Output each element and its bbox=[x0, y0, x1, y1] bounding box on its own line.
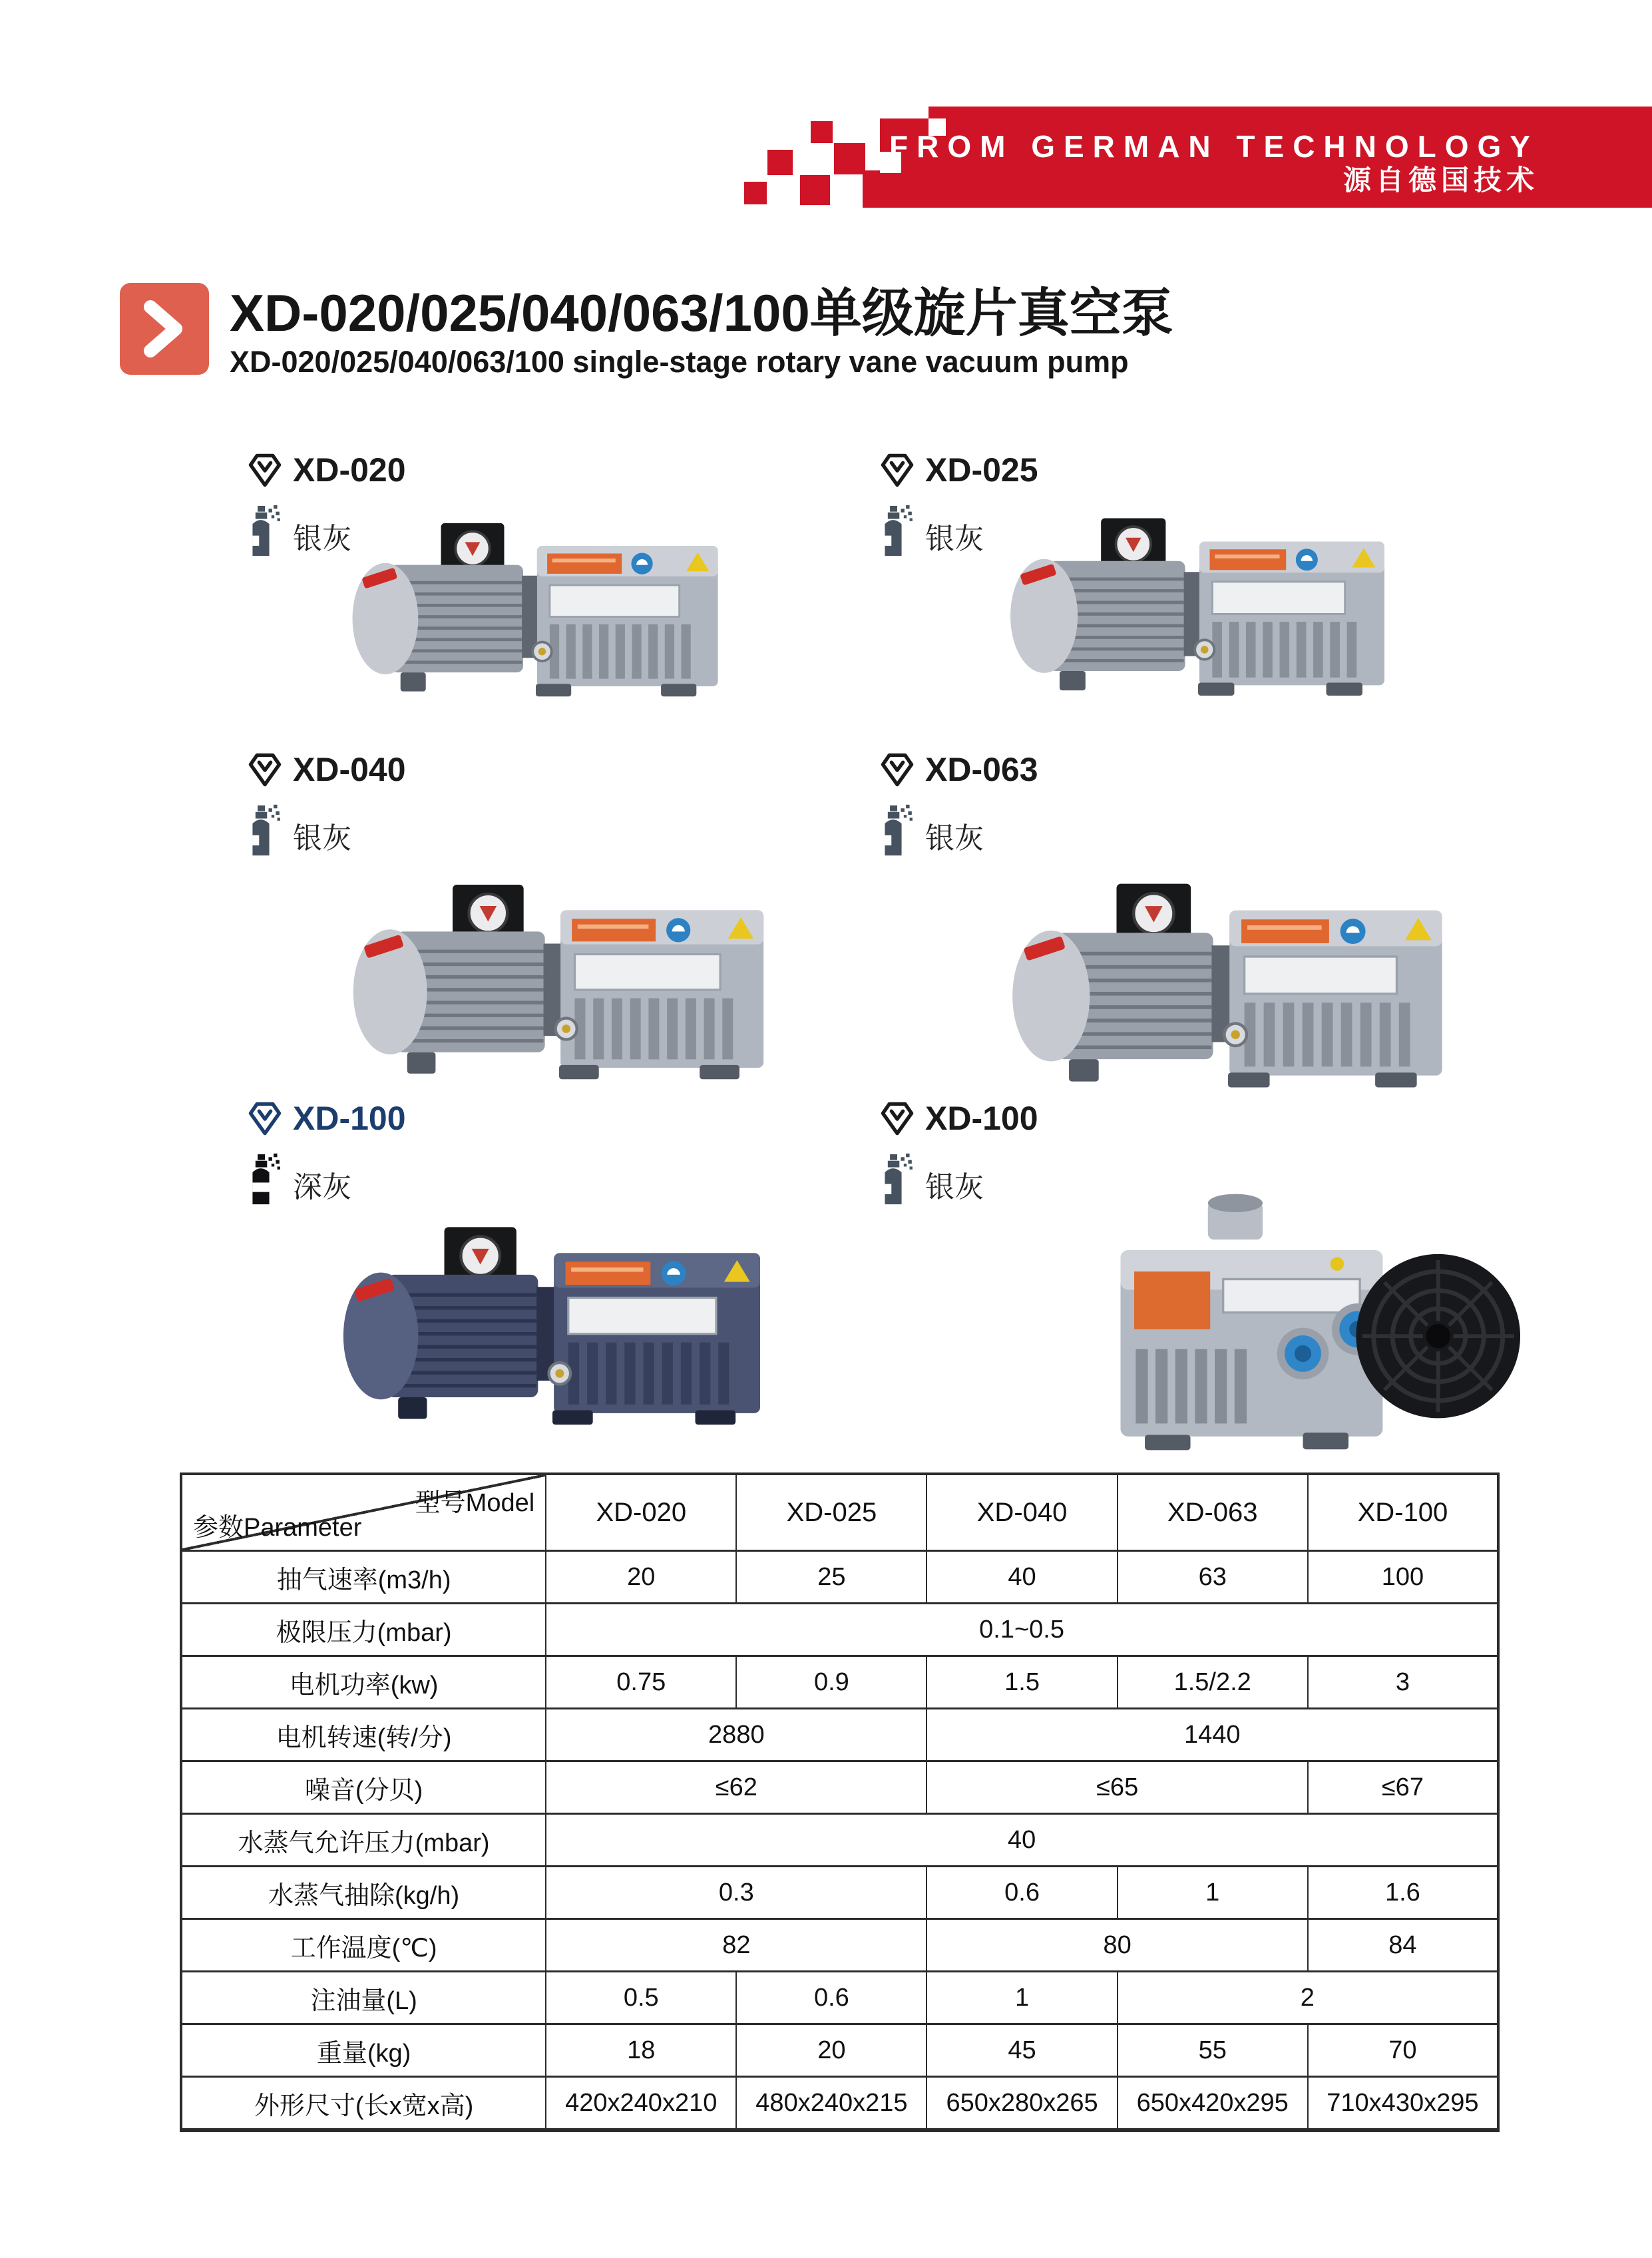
product-model: XD-025 bbox=[925, 451, 1038, 489]
spray-can-icon bbox=[249, 503, 281, 558]
spec-cell: 420x240x210 bbox=[546, 2077, 736, 2131]
diamond-check-icon bbox=[246, 751, 284, 788]
spec-cell: ≤67 bbox=[1308, 1761, 1498, 1814]
spec-cell: 650x280x265 bbox=[927, 2077, 1117, 2131]
spec-cell: 80 bbox=[927, 1919, 1307, 1972]
pixel-square bbox=[834, 143, 865, 174]
spec-cell: 100 bbox=[1308, 1551, 1498, 1604]
spray-can-icon bbox=[881, 803, 913, 857]
spec-cell: 1.6 bbox=[1308, 1867, 1498, 1919]
spec-cell: 1.5/2.2 bbox=[1118, 1656, 1308, 1709]
product-card-label bbox=[879, 1100, 1038, 1206]
pixel-square bbox=[767, 150, 793, 175]
spec-row bbox=[181, 1551, 1498, 1604]
product-color-label: 银灰 bbox=[293, 822, 351, 855]
spec-row-label: 水蒸气抽除(kg/h) bbox=[181, 1867, 546, 1919]
pump-image bbox=[1005, 824, 1451, 1134]
product-model: XD-100 bbox=[293, 1100, 406, 1137]
spec-cell: 1440 bbox=[927, 1709, 1498, 1761]
spec-row-label: 重量(kg) bbox=[181, 2024, 546, 2077]
product-model: XD-063 bbox=[925, 751, 1038, 788]
spec-row-label: 电机功率(kw) bbox=[181, 1656, 546, 1709]
diamond-check-icon bbox=[879, 1100, 916, 1137]
spec-cell: 84 bbox=[1308, 1919, 1498, 1972]
spec-cell: 70 bbox=[1308, 2024, 1498, 2077]
spec-cell: ≤62 bbox=[546, 1761, 927, 1814]
product-color-label: 银灰 bbox=[925, 822, 984, 855]
chevron-right-icon bbox=[120, 283, 209, 375]
spec-cell: 650x420x295 bbox=[1118, 2077, 1308, 2131]
diamond-check-icon bbox=[879, 751, 916, 788]
product-model: XD-100 bbox=[925, 1100, 1038, 1137]
spec-cell: 0.6 bbox=[736, 1972, 927, 2024]
diamond-check-icon bbox=[879, 451, 916, 489]
spec-cell: 45 bbox=[927, 2024, 1117, 2077]
header-model-label: 型号Model bbox=[415, 1489, 535, 1517]
diamond-check-icon bbox=[246, 451, 284, 489]
spray-can-icon bbox=[881, 1152, 913, 1206]
pump-image bbox=[336, 1180, 769, 1459]
spec-row-label: 水蒸气允许压力(mbar) bbox=[181, 1814, 546, 1867]
model-column-header: XD-020 bbox=[546, 1474, 736, 1551]
spec-row-label: 工作温度(℃) bbox=[181, 1919, 546, 1972]
spec-cell: 0.3 bbox=[546, 1867, 927, 1919]
spec-row-label: 注油量(L) bbox=[181, 1972, 546, 2024]
spec-cell: ≤65 bbox=[927, 1761, 1307, 1814]
spray-can-icon bbox=[881, 503, 913, 558]
pixel-square bbox=[744, 182, 767, 204]
spec-cell: 3 bbox=[1308, 1656, 1498, 1709]
spec-cell: 55 bbox=[1118, 2024, 1308, 2077]
spec-row bbox=[181, 1919, 1498, 1972]
spec-row bbox=[181, 1972, 1498, 2024]
spec-cell: 40 bbox=[927, 1551, 1117, 1604]
spec-row bbox=[181, 2077, 1498, 2131]
spec-row bbox=[181, 2024, 1498, 2077]
spec-cell: 0.1~0.5 bbox=[546, 1604, 1498, 1656]
spec-cell: 0.5 bbox=[546, 1972, 736, 2024]
product-model: XD-020 bbox=[293, 451, 406, 489]
pump-image bbox=[346, 831, 772, 1120]
banner-step-shape bbox=[929, 107, 1652, 120]
product-color-label: 深灰 bbox=[293, 1171, 351, 1204]
model-column-header: XD-025 bbox=[736, 1474, 927, 1551]
product-model: XD-040 bbox=[293, 751, 406, 788]
spec-row-label: 极限压力(mbar) bbox=[181, 1604, 546, 1656]
pixel-square bbox=[811, 121, 833, 143]
spec-cell: 18 bbox=[546, 2024, 736, 2077]
model-column-header: XD-040 bbox=[927, 1474, 1117, 1551]
spec-cell: 0.75 bbox=[546, 1656, 736, 1709]
spec-row-label: 抽气速率(m3/h) bbox=[181, 1551, 546, 1604]
product-color-label: 银灰 bbox=[925, 1171, 984, 1204]
spec-cell: 63 bbox=[1118, 1551, 1308, 1604]
diamond-check-icon bbox=[246, 1100, 284, 1137]
spec-row bbox=[181, 1761, 1498, 1814]
spec-cell: 1.5 bbox=[927, 1656, 1117, 1709]
pump-image bbox=[1075, 1168, 1531, 1481]
spec-row bbox=[181, 1814, 1498, 1867]
pump-image bbox=[346, 489, 725, 719]
spec-cell: 20 bbox=[736, 2024, 927, 2077]
table-header-diagonal-cell bbox=[181, 1474, 546, 1551]
spec-cell: 1 bbox=[927, 1972, 1117, 2024]
spec-row-label: 外形尺寸(长x宽x高) bbox=[181, 2077, 546, 2131]
spec-row-label: 电机转速(转/分) bbox=[181, 1709, 546, 1761]
spray-can-icon bbox=[249, 803, 281, 857]
spec-cell: 0.6 bbox=[927, 1867, 1117, 1919]
banner-slogan-cn: 源自德国技术 bbox=[1342, 164, 1539, 196]
product-color-label: 银灰 bbox=[925, 523, 984, 555]
spec-cell: 82 bbox=[546, 1919, 927, 1972]
spec-row bbox=[181, 1709, 1498, 1761]
spec-row bbox=[181, 1656, 1498, 1709]
spray-can-icon bbox=[249, 1152, 281, 1206]
spec-cell: 710x430x295 bbox=[1308, 2077, 1498, 2131]
spec-row bbox=[181, 1604, 1498, 1656]
page-title: XD-020/025/040/063/100单级旋片真空泵 bbox=[230, 284, 1173, 342]
spec-cell: 20 bbox=[546, 1551, 736, 1604]
banner-slogan-en: FROM GERMAN TECHNOLOGY bbox=[889, 129, 1539, 164]
model-column-header: XD-063 bbox=[1118, 1474, 1308, 1551]
pump-image bbox=[972, 485, 1424, 718]
page-subtitle: XD-020/025/040/063/100 single-stage rotary vane vacuum pump bbox=[230, 345, 1129, 379]
spec-cell: 25 bbox=[736, 1551, 927, 1604]
spec-table bbox=[180, 1472, 1500, 2132]
spec-cell: 2880 bbox=[546, 1709, 927, 1761]
spec-cell: 2 bbox=[1118, 1972, 1498, 2024]
header-parameter-label: 参数Parameter bbox=[193, 1514, 362, 1542]
spec-cell: 1 bbox=[1118, 1867, 1308, 1919]
spec-cell: 480x240x215 bbox=[736, 2077, 927, 2131]
model-column-header: XD-100 bbox=[1308, 1474, 1498, 1551]
spec-row bbox=[181, 1867, 1498, 1919]
spec-row-label: 噪音(分贝) bbox=[181, 1761, 546, 1814]
product-color-label: 银灰 bbox=[293, 523, 351, 555]
spec-cell: 0.9 bbox=[736, 1656, 927, 1709]
spec-cell: 40 bbox=[546, 1814, 1498, 1867]
pixel-square bbox=[800, 175, 830, 205]
